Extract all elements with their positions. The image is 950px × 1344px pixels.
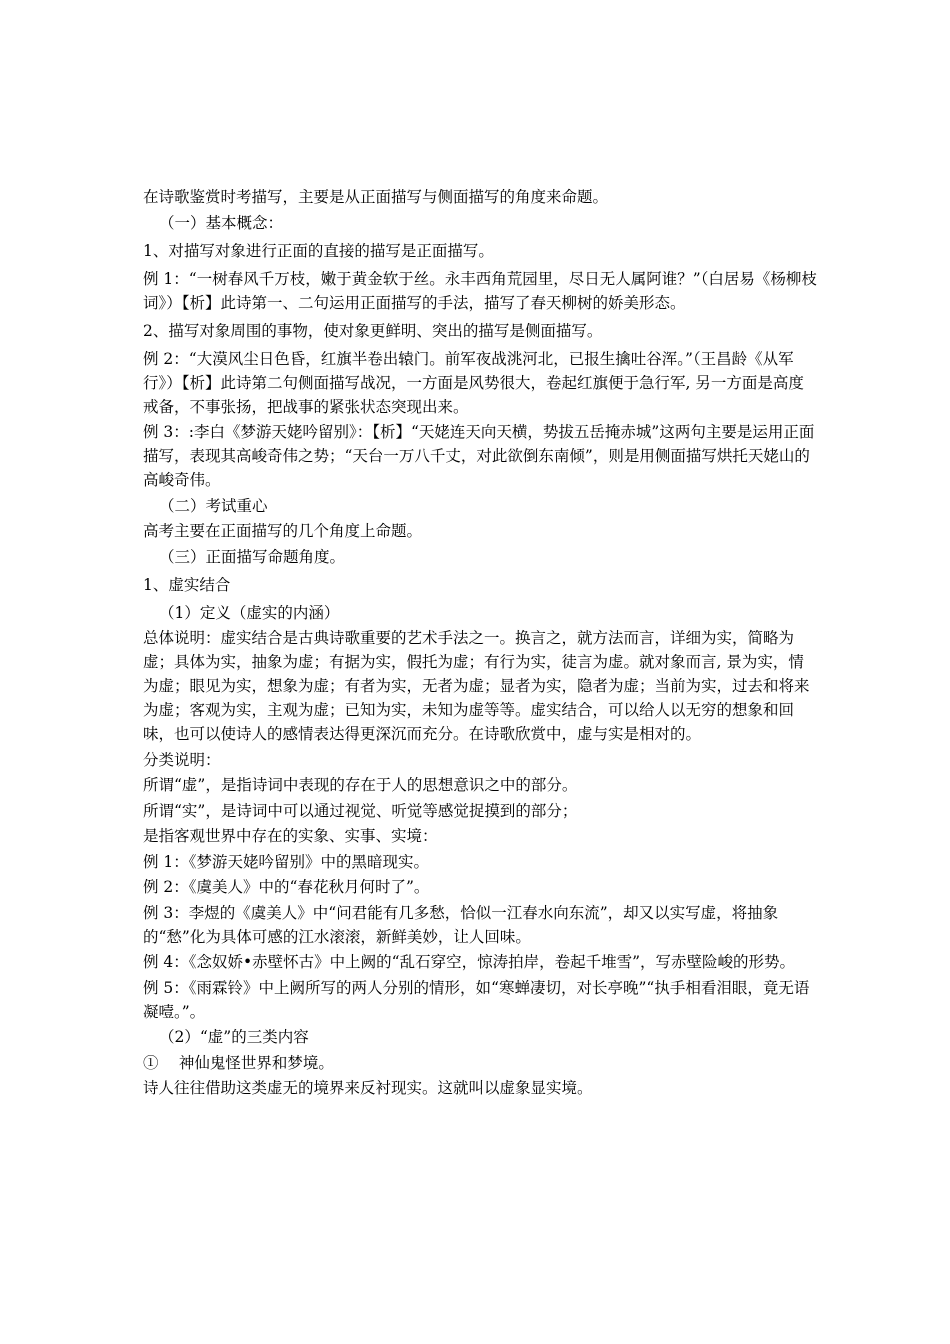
heading-virtual-real: 1、虚实结合	[143, 575, 231, 594]
heading-three-virtual-types: （2）“虚”的三类内容	[159, 1028, 309, 1046]
paragraph-virtual-meaning: 所谓“虚”，是指诗词中表现的存在于人的思想意识之中的部分。	[143, 776, 578, 794]
heading-exam-focus: （二）考试重心	[159, 496, 268, 515]
paragraph-overall-explanation: 总体说明：虚实结合是古典诗歌重要的艺术手法之一。换言之，就方法而言，详细为实，简略为虚；具体为实，抽象为虚；有据为实，假托为虚；有行为实，徒言为虚。就对象而言, 景为实，情为虚；眼见为实，想象为虚；有者为实，无者为虚；显者为实，隐者为虚；当前为实，过去和将来为虚；客观为实，主观为虚；已知为实，未知为虚等等。虚实结合，可以给人以无穷的想象和回味，也可以使诗人的感情表达得更深沉而充分。在诗歌欣赏中，虚与实是相对的。	[143, 629, 810, 743]
paragraph-example-3: 例 3：:李白《梦游天姥吟留别》：【析】“天姥连天向天横，势拔五岳掩赤城”这两句主要是运用正面描写，表现其高峻奇伟之势；“天台一万八千丈，对此欲倒东南倾”，则是用侧面描写烘托天姥山的高峻奇伟。	[143, 423, 815, 489]
paragraph-real-meaning: 所谓“实”，是诗词中可以通过视觉、听觉等感觉捉摸到的部分；	[143, 801, 578, 820]
paragraph-real-example-5: 例 5：《雨霖铃》中上阙所写的两人分别的情形，如“寒蝉凄切，对长亭晚”“执手相看泪眼，竟无语凝噎。”。	[143, 978, 810, 1021]
document-body	[143, 185, 818, 1102]
paragraph-front-description: 1、对描写对象进行正面的直接的描写是正面描写。	[143, 241, 494, 260]
paragraph-example-1: 例 1：“一树春风千万枝，嫩于黄金软于丝。永丰西角荒园里，尽日无人属阿谁？”（白居易《杨柳枝词》）【析】此诗第一、二句运用正面描写的手法，描写了春天柳树的娇美形态。	[143, 269, 817, 312]
paragraph-side-description: 2、描写对象周围的事物，使对象更鲜明、突出的描写是侧面描写。	[143, 321, 603, 340]
heading-basic-concepts: （一）基本概念：	[159, 213, 284, 232]
paragraph-real-example-4: 例 4：《念奴娇•赤壁怀古》中上阙的“乱石穿空，惊涛拍岸，卷起千堆雪”，写赤壁险峻的形势。	[143, 953, 796, 971]
paragraph-real-example-1: 例 1：《梦游天姥吟留别》中的黑暗现实。	[143, 852, 430, 871]
paragraph-example-2: 例 2：“大漠风尘日色昏，红旗半卷出辕门。前军夜战洮河北，已报生擒吐谷浑。”（王昌龄《从军行》）【析】此诗第二句侧面描写战况，一方面是风势很大，卷起红旗便于急行军, 另一方面是高度戒备，不事张扬，把战事的紧张状态突现出来。	[143, 349, 804, 416]
paragraph-exam-focus: 高考主要在正面描写的几个角度上命题。	[143, 522, 423, 540]
paragraph-real-objects: 是指客观世界中存在的实象、实事、实境：	[143, 827, 438, 845]
paragraph-contrast-reality: 诗人往往借助这类虚无的境界来反衬现实。这就叫以虚象显实境。	[143, 1079, 593, 1097]
paragraph-real-example-2: 例 2：《虞美人》中的“春花秋月何时了”。	[143, 878, 430, 896]
list-item-fairy-world: ① 神仙鬼怪世界和梦境。	[143, 1053, 334, 1072]
paragraph-classification: 分类说明：	[143, 750, 221, 769]
paragraph-intro: 在诗歌鉴赏时考描写，主要是从正面描写与侧面描写的角度来命题。	[143, 188, 609, 206]
paragraph-real-example-3: 例 3：李煜的《虞美人》中“问君能有几多愁，恰似一江春水向东流”，却又以实写虚，将抽象的“愁”化为具体可感的江水滚滚，新鲜美妙，让人回味。	[143, 903, 779, 946]
heading-definition: （1）定义（虚实的内涵）	[159, 603, 340, 622]
heading-front-angles: （三）正面描写命题角度。	[159, 547, 346, 566]
